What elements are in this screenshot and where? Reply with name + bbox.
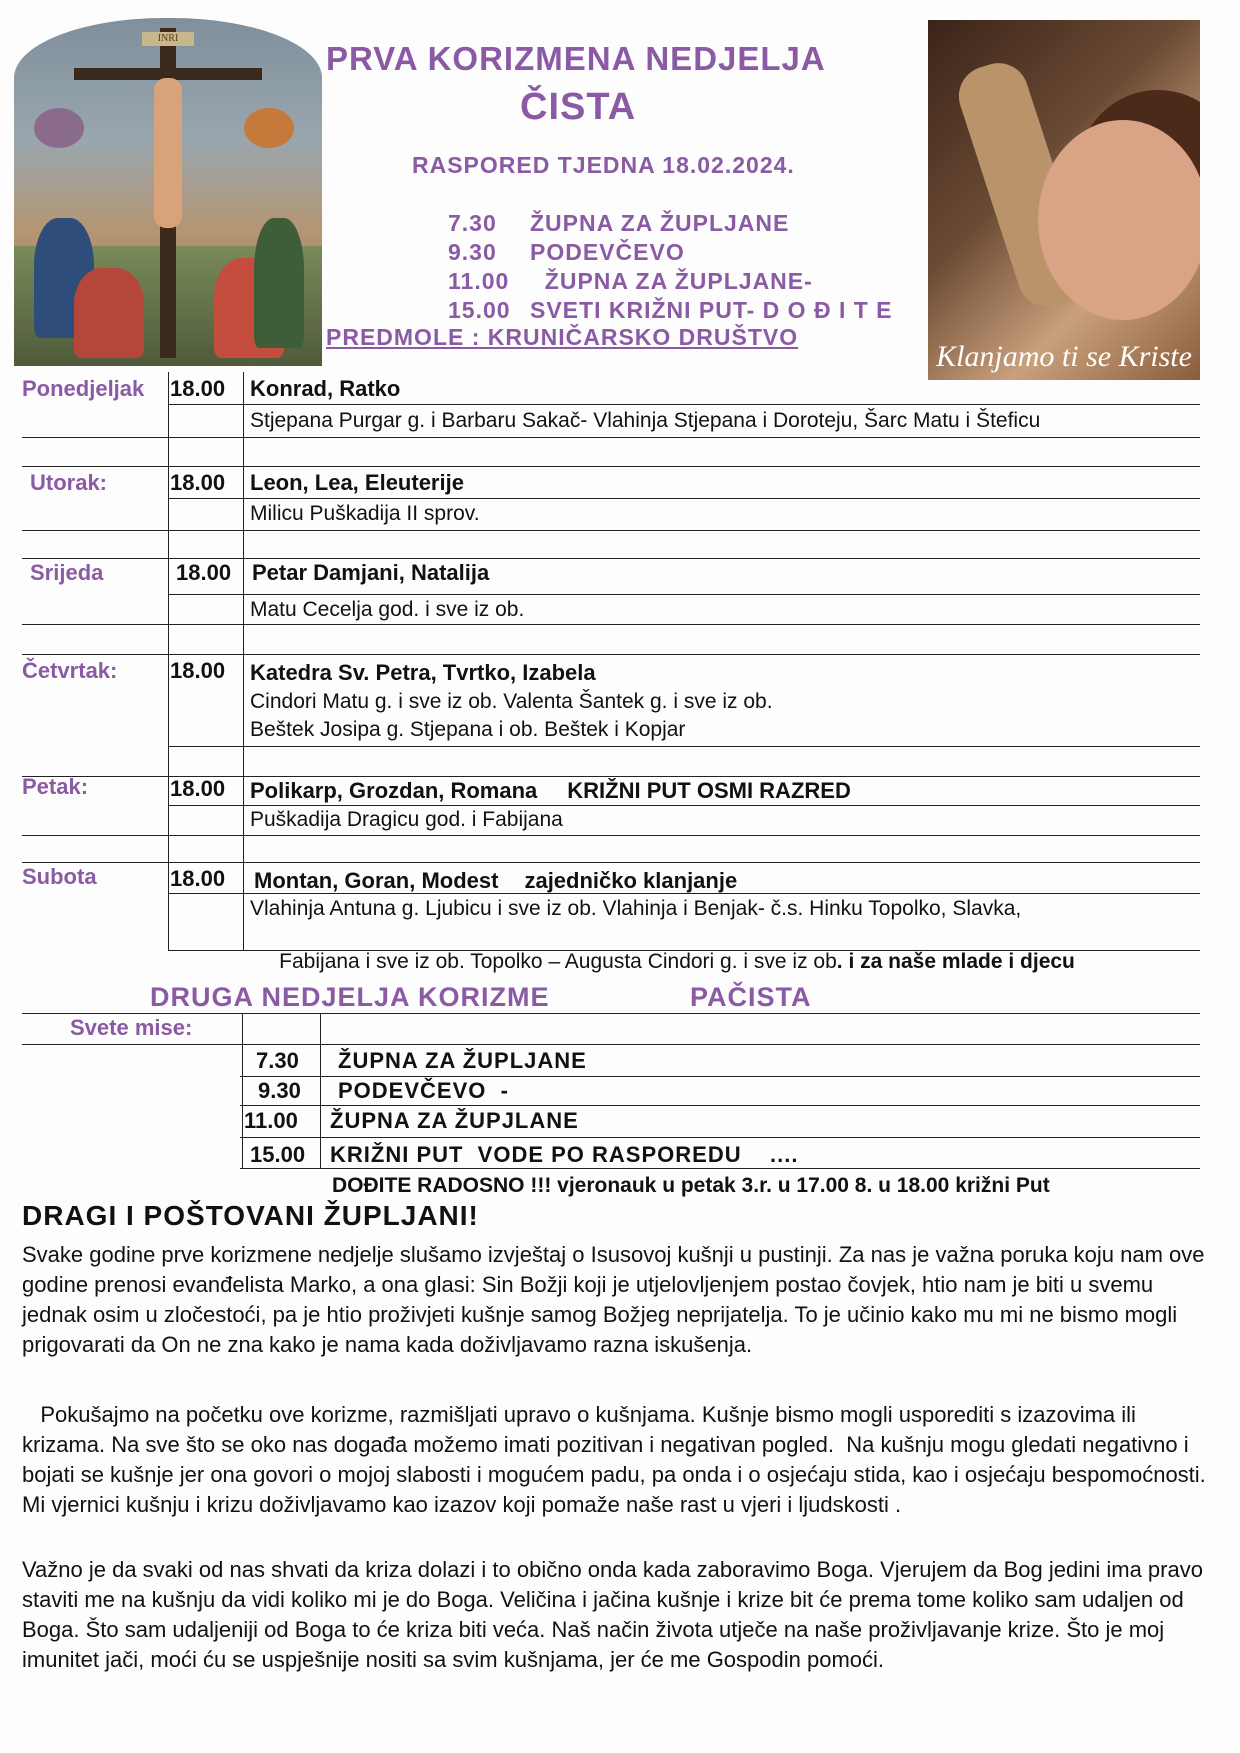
mass-intention: Puškadija Dragicu god. i Fabijana [250, 808, 563, 831]
mass-time: 7.30 [256, 1048, 299, 1073]
mass-intention: Milicu Puškadija II sprov. [250, 502, 480, 525]
letter-paragraph: Svake godine prve korizmene nedjelje slušamo izvještaj o Isusovoj kušnji u pustinji. Za nas je važna poruka koju nam ove godine prenosi evanđelista Marko, a ona glasi: Sin Božji koji je utjelovljenjem postao čovjek, htio nam je biti u svemu jednak osim u zločestoći, pa je htio proživjeti kušnje samog Božjeg neprijatelja. To je učinio kako mu mi ne bismo mogli prigovarati da On ne zna kako je nama kada doživljavamo razna iskušenja. [22, 1242, 1205, 1357]
mass-time: 18.00 [170, 470, 226, 495]
crucifixion-painting [14, 18, 322, 366]
special-event: zajedničko klanjanje [524, 868, 738, 893]
sunday-mass-4: 15.00 SVETI KRIŽNI PUT- D O Đ I T E [448, 297, 893, 323]
mass-intention: Fabijana i sve iz ob. Topolko – Augusta Cindori g. i sve iz ob. i za naše mlade i djecu [273, 950, 1075, 973]
photo-caption: Klanjamo ti se Kriste [936, 340, 1192, 373]
mass-intention: Cindori Matu g. i sve iz ob. Valenta Šantek g. i sve iz ob. [250, 690, 773, 713]
day-monday: Ponedjeljak [22, 376, 145, 401]
mass-time: 18.00 [170, 776, 226, 801]
letter-title: DRAGI I POŠTOVANI ŽUPLJANI! [22, 1200, 479, 1231]
saints-of-day: Leon, Lea, Eleuterije [250, 470, 464, 495]
mass-time: 18.00 [170, 866, 226, 891]
mass-place: ŽUPNA ZA ŽUPJLANE [330, 1108, 579, 1133]
intention-emphasis: . i za naše mlade i djecu [836, 950, 1075, 973]
predmole-note: PREDMOLE : KRUNIČARSKO DRUŠTVO [326, 324, 799, 350]
letter-paragraph: Pokušajmo na početku ove korizme, razmišljati upravo o kušnjama. Kušnje bismo mogli usporediti s izazovima ili krizama. Na sve što se oko nas događa možemo imati pozitivan i negativan pogled. Na kušnju mogu gledati negativno i bojati se kušnje jer ona govori o mojoj slabosti i mogućem padu, pa onda i o osjećaju stida, kao i osjećaju bespomoćnosti. Mi vjernici kušnju i krizu doživljavamo kao izazov koji pomaže naše rast u vjeri i ljudskosti . [22, 1402, 1212, 1517]
mass-time: 18.00 [170, 376, 226, 401]
second-sunday-subtitle: PAČISTA [690, 982, 812, 1012]
mass-time: 18.00 [176, 560, 232, 585]
mass-intention: Stjepana Purgar g. i Barbaru Sakač- Vlahinja Stjepana i Doroteju, Šarc Matu i Šteficu [250, 409, 1041, 432]
schedule-label: RASPORED TJEDNA 18.02.2024. [412, 152, 795, 178]
adoration-photo [928, 20, 1200, 380]
day-saturday: Subota [22, 864, 97, 889]
mass-intention: Beštek Josipa g. Stjepana i ob. Beštek i Kopjar [250, 718, 686, 741]
announcement-note: DOĐITE RADOSNO !!! vjeronauk u petak 3.r. u 17.00 8. u 18.00 križni Put [332, 1174, 1050, 1197]
mass-time: 9.30 [258, 1078, 301, 1103]
mass-intention: Vlahinja Antuna g. Ljubicu i sve iz ob. Vlahinja i Benjak- č.s. Hinku Topolko, Slavka, [250, 897, 1022, 920]
sunday-mass-3: 11.00 ŽUPNA ZA ŽUPLJANE- [448, 268, 813, 294]
second-sunday-title: DRUGA NEDJELJA KORIZME [150, 982, 550, 1012]
sunday-mass-2: 9.30 PODEVČEVO [448, 239, 685, 265]
mass-time: 11.00 [244, 1108, 298, 1133]
saints-of-day: Polikarp, Grozdan, Romana KRIŽNI PUT OSMI RAZRED [250, 778, 851, 803]
day-thursday: Četvrtak: [22, 658, 118, 683]
saints-of-day: Petar Damjani, Natalija [252, 560, 490, 585]
letter-paragraph: Važno je da svaki od nas shvati da kriza dolazi i to obično onda kada zaboravimo Boga. Vjerujem da Bog jedini ima pravo staviti me na kušnju da vidi koliko mi je do Boga. Veličina i jačina kušnje i krize bit će prema tome koliko sam udaljen od Boga. Što sam udaljeniji od Boga to će kriza biti veća. Naš način života utječe na naše proživljavanje krize. Što je moj imunitet jači, moći ću se uspješnije nositi sa svim kušnjama, jer će me Gospodin pomoći. [22, 1557, 1203, 1672]
page-title: PRVA KORIZMENA NEDJELJA [326, 40, 826, 77]
day-friday: Petak: [22, 774, 89, 799]
mass-time: 18.00 [170, 658, 226, 683]
mass-time: 15.00 [250, 1142, 306, 1167]
page-subtitle: ČISTA [520, 86, 637, 128]
special-event: KRIŽNI PUT OSMI RAZRED [567, 778, 851, 803]
mass-place: PODEVČEVO - [338, 1078, 509, 1103]
holy-masses-label: Svete mise: [70, 1015, 193, 1040]
sunday-mass-1: 7.30 ŽUPNA ZA ŽUPLJANE [448, 210, 790, 236]
saints-of-day: Montan, Goran, Modest zajedničko klanjanje [254, 868, 738, 893]
saints-of-day: Konrad, Ratko [250, 376, 401, 401]
saints-of-day: Katedra Sv. Petra, Tvrtko, Izabela [250, 660, 596, 685]
mass-place: KRIŽNI PUT VODE PO RASPOREDU .... [330, 1142, 799, 1167]
inri-inscription: INRI [142, 32, 194, 46]
day-tuesday: Utorak: [30, 470, 108, 495]
mass-place: ŽUPNA ZA ŽUPLJANE [338, 1048, 587, 1073]
day-wednesday: Srijeda [30, 560, 104, 585]
mass-intention: Matu Cecelja god. i sve iz ob. [250, 598, 525, 621]
